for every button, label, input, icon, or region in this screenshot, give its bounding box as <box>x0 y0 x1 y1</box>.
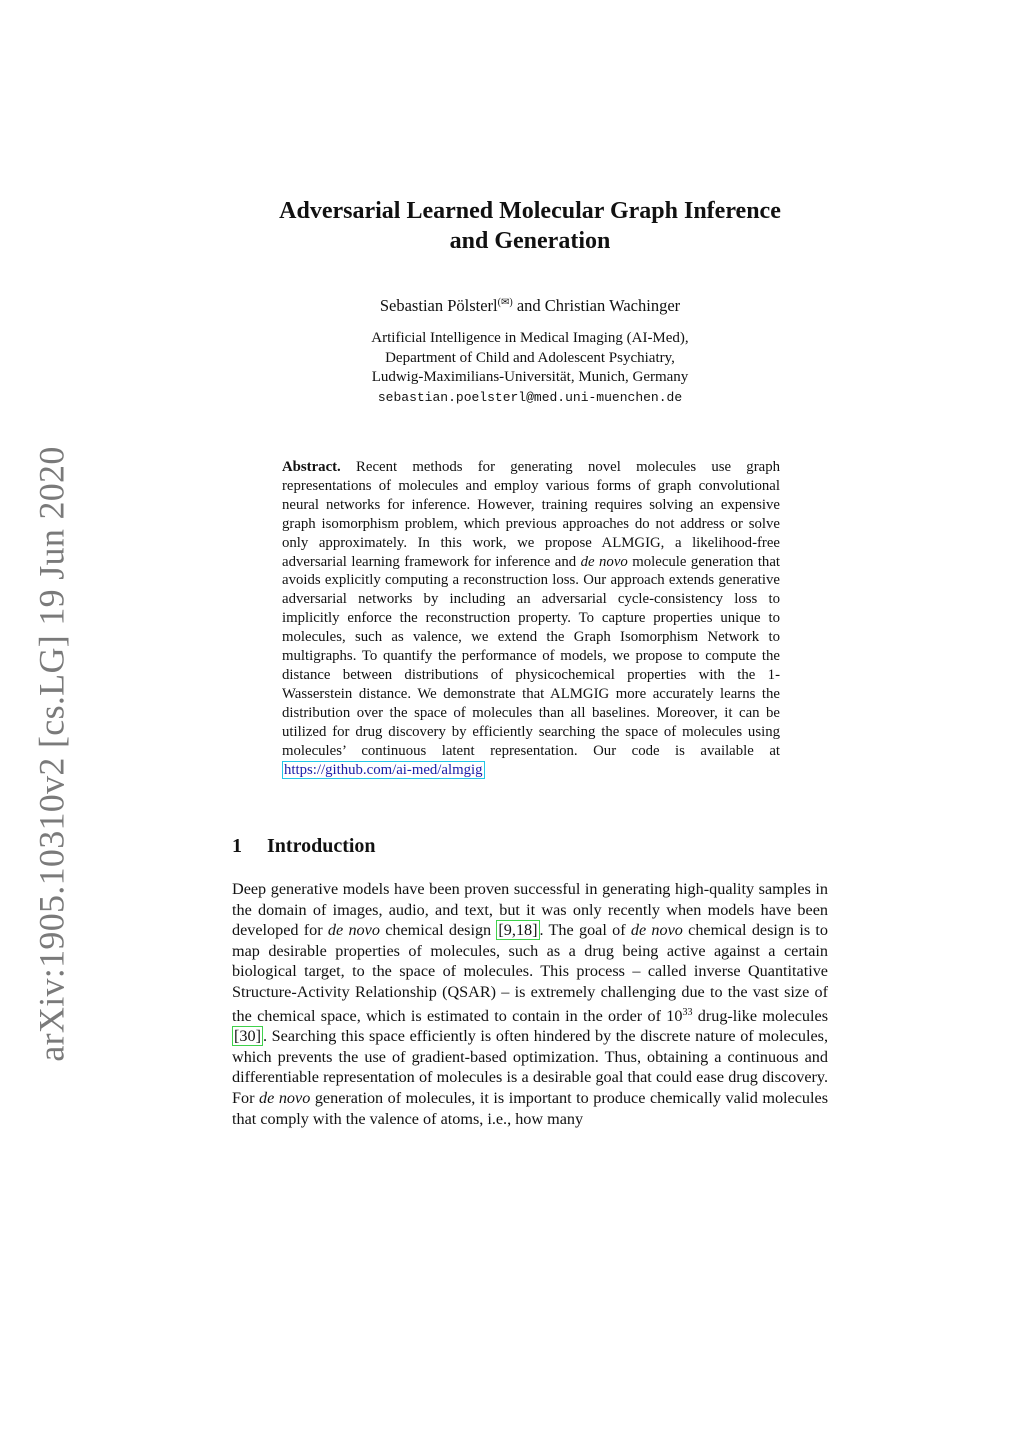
citation-link[interactable]: [9,18] <box>498 921 538 940</box>
abstract-text-2: molecule generation that avoids explicitly computing a reconstruction loss. Our approach extends generative adversarial networks by including an adversarial cycle-consistency loss to implicitly enforce the reconstruction property. To capture properties unique to molecules, such as valence, we extend the Graph Isomorphism Network to multigraphs. To quantify the performance of models, we propose to compute the distance between distributions of physicochemical properties with the 1-Wasserstein distance. We demonstrate that ALMGIG more accurately learns the distribution over the space of molecules than all baselines. Moreover, it can be utilized for drug discovery by efficiently searching the space of molecules using molecules’ continuous latent representation. Our code is available at <box>282 553 781 759</box>
arxiv-identifier: arXiv:1905.10310v2 [cs.LG] 19 Jun 2020 <box>32 446 72 1062</box>
corresponding-author-mark: (✉) <box>497 297 513 308</box>
affiliation-block <box>200 329 860 407</box>
affiliation-line-1: Artificial Intelligence in Medical Imaging (AI-Med), <box>371 330 689 346</box>
arxiv-stamp <box>28 446 76 1062</box>
intro-text: generation of molecules, it is important to produce chemically valid molecules that comply with the valence of atoms, i.e., how many <box>232 1088 828 1128</box>
introduction-paragraph <box>232 879 828 1129</box>
title-line-1: Adversarial Learned Molecular Graph Inference <box>279 198 781 224</box>
exponent: 33 <box>682 1006 693 1018</box>
abstract-italic-de-novo: de novo <box>580 553 628 570</box>
author-rest: and Christian Wachinger <box>512 296 681 315</box>
intro-text: chemical design is to map desirable properties of molecules, such as a drug being active against a certain biological target, to the space of molecules. This process – called inverse Quantitative Structure-Activity Relationship (QSAR) – is extremely challenging due to the vast size of the chemical space, which is estimated to contain in the order of 10 <box>232 921 828 1025</box>
abstract-text-1: Recent methods for generating novel molecules use graph representations of molecules and employ various forms of graph convolutional neural networks for inference. However, training requires solving an expensive graph isomorphism problem, which previous approaches do not address or solve only approximately. In this work, we propose ALMGIG, a likelihood-free adversarial learning framework for inference and <box>282 459 780 570</box>
title-line-2: and Generation <box>449 228 611 254</box>
author-first: Sebastian Pölsterl <box>379 296 498 315</box>
intro-italic: de novo <box>630 921 683 940</box>
intro-italic: de novo <box>259 1088 311 1107</box>
intro-text: chemical design <box>379 921 497 940</box>
abstract-label: Abstract. <box>282 459 341 475</box>
section-heading-introduction <box>232 833 376 859</box>
affiliation-line-2: Department of Child and Adolescent Psychiatry, <box>385 349 675 366</box>
abstract <box>282 458 780 779</box>
citation-link[interactable]: [30] <box>234 1027 261 1046</box>
affiliation-line-3: Ludwig-Maximilians-Universität, Munich, Germany <box>371 369 689 385</box>
intro-italic: de novo <box>327 921 380 940</box>
author-list <box>200 292 860 317</box>
intro-text: Deep generative models have been proven successful in generating high-quality samples in the domain of images, audio, and text, but it was only recently when models have been developed for <box>232 880 828 940</box>
intro-text: . The goal of <box>539 921 631 940</box>
section-title: Introduction <box>267 835 376 857</box>
paper-title <box>200 196 860 256</box>
code-link[interactable]: https://github.com/ai-med/almgig <box>284 761 483 778</box>
author-email[interactable]: sebastian.poelsterl@med.uni-muenchen.de <box>377 389 683 405</box>
intro-text: . Searching this space efficiently is often hindered by the discrete nature of molecules, which prevents the use of gradient-based optimization. Thus, obtaining a continuous and differentiable representation of molecules is a desirable goal that could ease drug discovery. For <box>232 1027 828 1107</box>
intro-text: drug-like molecules <box>692 1006 828 1025</box>
section-number: 1 <box>232 835 242 857</box>
